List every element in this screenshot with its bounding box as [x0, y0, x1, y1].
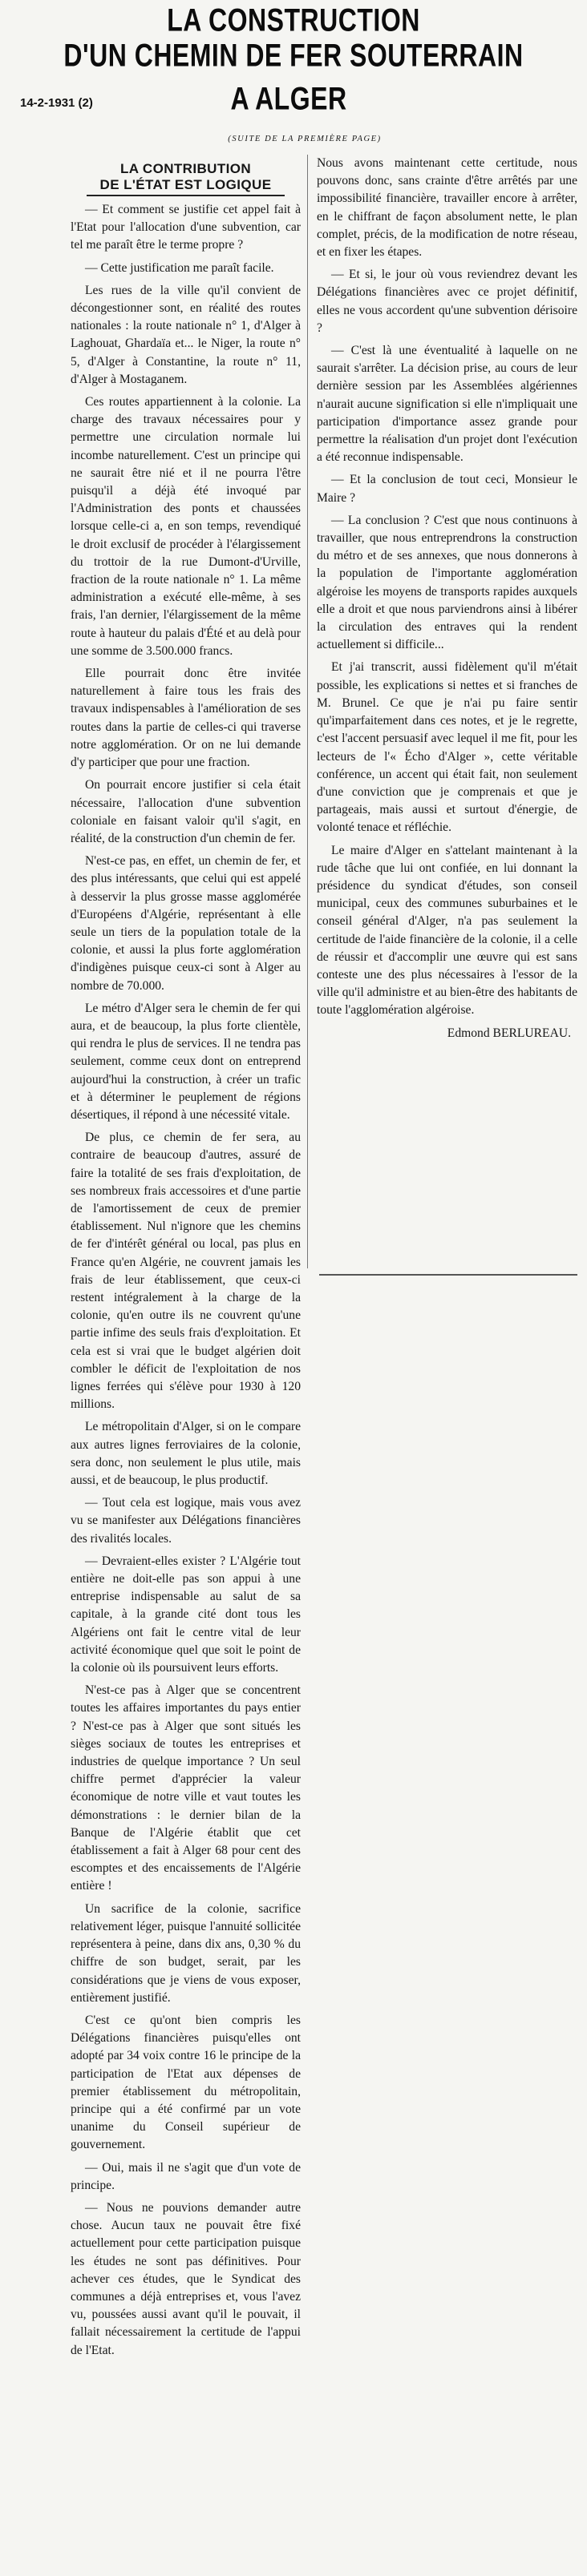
paragraph: Les rues de la ville qu'il convient de décongestionner sont, en réalité des routes nationales : la route nationale n° 1, d'Alger à Laghouat, Ghardaïa et... le Niger, la route n° 5, d'Alger à Constantine, la route n° 11, d'Alger à Mostaganem. — [71, 283, 301, 386]
paragraph: Ces routes appartiennent à la colonie. La charge des travaux nécessaires pour y permettre une circulation normale lui incombe naturellement. C'est un principe qui ne saurait être nié et il ne pourra l'être puisqu'il a déjà été invoqué par l'Administration des ponts et chaussées lorsque celle-ci a, en son temps, revendiqué le droit exclusif de procéder à l'élargissement du trottoir de la rue Dumont-d'Urville, fraction de la route nationale n° 1. La même administration a exécuté elle-même, à ses frais, l'an dernier, l'élargissement de la même route à hauteur du palais d'Été et au delà pour une somme de 3.500.000 francs. — [71, 395, 301, 658]
paragraph: De plus, ce chemin de fer sera, au contraire de beaucoup d'autres, assuré de faire la totalité de ses frais d'exploitation, de ses nombreux frais accessoires et d'une partie de l'amortissement de ceux de premier établissement. Nul n'ignore que les chemins de fer d'intérêt général ou local, pas plus en France qu'en Algérie, ne couvrent jamais les frais de leur établissement, que ceux-ci restent intégralement à la charge de la colonie, qu'en outre ils ne couvrent qu'une partie infime des seuls frais d'exploitation. Et cela est si vrai que le budget algérien doit combler le déficit de l'exploitation de nos lignes ferrées qui s'élève pour 1930 à 120 millions. — [71, 1131, 301, 1412]
paragraph: — La conclusion ? C'est que nous continuons à travailler, que nous entreprendrons la construction du métro et de ses annexes, que nous donnerons à la population de l'importante agglomération algéroise les moyens de transports rapides auxquels elle a droit et que nous parviendrons ainsi à libérer la circulation des entraves qui la rendent actuellement si difficile... — [317, 513, 577, 652]
paragraph: N'est-ce pas, en effet, un chemin de fer, et des plus intéressants, que celui qui est appelé à desservir la plus grosse masse agglomérée d'Européens d'Algérie, représentant à elle seule un tiers de la population totale de la colonie, et aussi la plus forte agglomération d'indigènes puisque ceux-ci sont à Alger au nombre de 70.000. — [71, 854, 301, 993]
headline-line-3: A ALGER — [230, 80, 347, 116]
paragraph: C'est ce qu'ont bien compris les Délégations financières puisqu'elles ont adopté par 34 voix contre 16 le principe de la participation de l'Etat aux dépenses de premier établissement du métropolitain, principe qui a été confirmé par un vote unanime du Conseil supérieur de gouvernement. — [71, 2013, 301, 2152]
paragraph: — Oui, mais il ne s'agit que d'un vote de principe. — [71, 2160, 301, 2192]
continuation-note: (SUITE DE LA PREMIÈRE PAGE) — [228, 135, 382, 143]
section-title-line-2: DE L'ÉTAT EST LOGIQUE — [99, 177, 272, 192]
paragraph: Le métropolitain d'Alger, si on le compare aux autres lignes ferroviaires de la colonie, sera donc, non seulement le plus utile, mais aussi, et de beaucoup, le plus productif. — [71, 1420, 301, 1488]
paragraph: Le maire d'Alger en s'attelant maintenant à la rude tâche que lui ont confiée, en lui donnant la présidence du syndicat d'études, son conseil municipal, ceux des communes suburbaines et le conseil général d'Alger, n'a pas seulement la certitude de l'aide financière de la colonie, il a celle de réussir et d'accomplir une œuvre qui est sans conteste une des plus nécessaires à l'essor de la ville qu'il administre et au bien-être des habitants de toute l'agglomération algéroise. — [317, 843, 577, 1018]
paragraph: Nous avons maintenant cette certitude, nous pouvons donc, sans crainte d'être arrêtés par une impossibilité financière, travailler encore à arrêter, en le chiffrant de façon absolument nette, le plan complet, précis, de la modification de notre réseau, et en fixer les étapes. — [317, 156, 577, 260]
paragraph: — Et la conclusion de tout ceci, Monsieur le Maire ? — [317, 473, 577, 505]
section-title-rule — [87, 195, 285, 196]
paragraph: Et j'ai transcrit, aussi fidèlement qu'il m'était possible, les explications si nettes et si franches de M. Brunel. Ce que je n'ai pu faire sentir qu'imparfaitement dans ces notes, et je le regrette, c'est l'accent persuasif avec lequel il me fit, pour les lecteurs de l'« Écho d'Alger », cette véritable conférence, un accent qui était fait, non seulement d'une conviction que je comprenais et que je partageais, mais aussi et surtout d'énergie, de volonté tenace et réfléchie. — [317, 660, 577, 835]
paragraph: — Et si, le jour où vous reviendrez devant les Délégations financières avec ce projet définitif, elles ne vous accordent qu'une subvention dérisoire ? — [317, 268, 577, 335]
author-signature: Edmond BERLUREAU. — [447, 1026, 571, 1040]
section-title — [71, 161, 301, 193]
article-column-right — [317, 155, 577, 1042]
paragraph: — Devraient-elles exister ? L'Algérie tout entière ne doit-elle pas son appui à une entreprise indispensable au salut de sa capitale, à la grande cité dont tous les Algériens ont fait le centre vital de leur activité économique quel que soit le point de la colonie où ils poursuivent leurs efforts. — [71, 1554, 301, 1675]
paragraph: Elle pourrait donc être invitée naturellement à faire tous les frais des travaux indispensables à l'amélioration de ses routes dans la partie de celles-ci qui traverse notre agglomération. Or on ne lui demande d'y participer que pour une fraction. — [71, 667, 301, 770]
paragraph: — Nous ne pouvions demander autre chose. Aucun taux ne pouvait être fixé actuellement pour cette participation puisque les études ne sont pas définitives. Pour achever ces études, que le Syndicat des communes a déjà entreprises et, vous l'avez vu, poussées aussi avant qu'il le pouvait, il fallait nécessairement la certitude de l'appui de l'Etat. — [71, 2200, 301, 2357]
headline-line-1: LA CONSTRUCTION — [167, 2, 420, 38]
section-title-line-1: LA CONTRIBUTION — [119, 161, 252, 176]
paragraph: Le métro d'Alger sera le chemin de fer qui aura, et de beaucoup, la plus forte clientèle, qui rendra le plus de services. Il ne tendra pas seulement, comme ceux dont on entreprend aujourd'hui la construction, à créer un trafic et à déterminer le peuplement de régions désertiques, il répond à une nécessité vitale. — [71, 1001, 301, 1122]
article-column-left — [71, 155, 301, 2364]
paragraph: On pourrait encore justifier si cela était nécessaire, l'allocation d'une subvention coloniale en faisant valoir qu'il s'agit, en réalité, de la construction d'un chemin de fer. — [71, 778, 301, 845]
paragraph: — C'est là une éventualité à laquelle on ne saurait s'arrêter. La décision prise, au cours de leur dernière session par les Assemblées algériennes n'aurait aucune signification si elle n'impliquait une participation d'importance assez grande pour permettre la réalisation d'un projet dont l'exécution a été reconnue indispensable. — [317, 344, 577, 465]
date-stamp: 14-2-1931 (2) — [20, 96, 93, 110]
paragraph: — Cette justification me paraît facile. — [85, 260, 274, 275]
column-divider — [307, 155, 308, 1268]
paragraph: — Tout cela est logique, mais vous avez vu se manifester aux Délégations financières des rivalités locales. — [71, 1496, 301, 1546]
paragraph: Un sacrifice de la colonie, sacrifice relativement léger, puisque l'annuité sollicitée représentera à peine, dans dix ans, 0,30 % du chiffre de son budget, serait, par les considérations que je viens de vous exposer, entièrement justifié. — [71, 1901, 301, 2005]
paragraph: — Et comment se justifie cet appel fait à l'Etat pour l'allocation d'une subvention, car tel me paraît être le terme propre ? — [71, 203, 301, 252]
paragraph: N'est-ce pas à Alger que se concentrent toutes les affaires importantes du pays entier ? N'est-ce pas à Alger que sont situés les sièges sociaux de toutes les entreprises et industries de quelque importance ? Un seul chiffre permet d'apprécier la valeur économique de notre ville et vaut toutes les démonstrations : le dernier bilan de la Banque de l'Algérie établit que cet établissement a fait à Alger 68 pour cent des escomptes et des encaissements de l'Algérie entière ! — [71, 1683, 301, 1893]
headline-line-2: D'UN CHEMIN DE FER SOUTERRAIN — [63, 37, 524, 73]
article-end-rule — [319, 1274, 577, 1276]
